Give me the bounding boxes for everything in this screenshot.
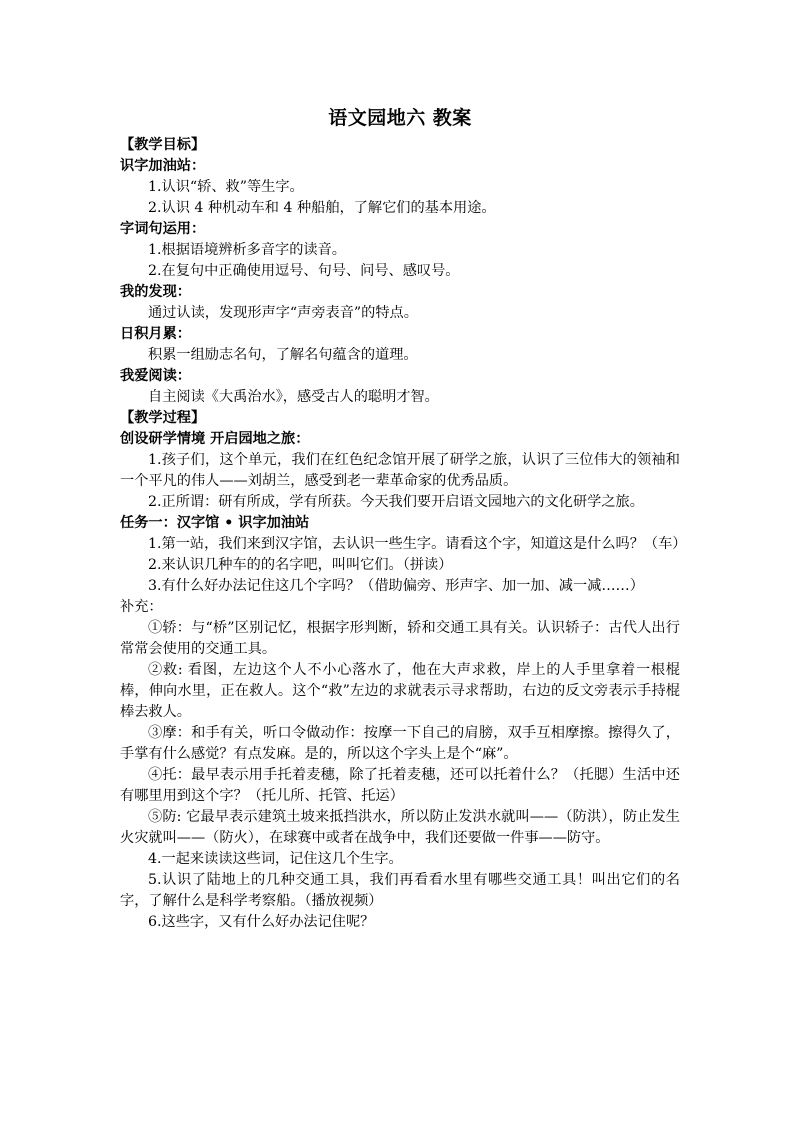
process-heading: 【教学过程】 (120, 410, 206, 426)
supplement-item-3: ③摩：和手有关，听口令做动作：按摩一下自己的肩膀，双手互相摩擦。擦得久了，手掌有什么感觉？有点发麻。是的，所以这个字头上是个“麻”。 (120, 725, 680, 762)
discovery-item-1: 通过认读，发现形声字“声旁表音”的特点。 (148, 305, 418, 321)
literacy-item-1: 1.认识“轿、救”等生字。 (148, 179, 304, 195)
daily-heading: 日积月累： (120, 326, 191, 342)
task1-heading: 任务一：汉字馆 • 识字加油站 (120, 515, 310, 531)
supplement-item-1: ①轿：与“桥”区别记忆，根据字形判断，轿和交通工具有关。认识轿子：古代人出行常常会使用的交通工具。 (120, 620, 680, 657)
scene-paragraph-1: 1.孩子们，这个单元，我们在红色纪念馆开展了研学之旅，认识了三位伟大的领袖和一个平凡的伟人——刘胡兰，感受到老一辈革命家的优秀品质。 (120, 452, 680, 489)
daily-item-1: 积累一组励志名句，了解名句蕴含的道理。 (148, 347, 418, 363)
supplement-item-4: ④托：最早表示用手托着麦穗，除了托着麦穗，还可以托着什么？（托腮）生活中还有哪里用到这个字？（托儿所、托管、托运） (120, 767, 680, 804)
supplement-label: 补充： (120, 599, 163, 615)
task1-paragraph-6: 6.这些字，又有什么好办法记住呢？ (148, 914, 375, 930)
reading-item-1: 自主阅读《大禹治水》，感受古人的聪明才智。 (148, 389, 439, 405)
goals-heading: 【教学目标】 (120, 137, 206, 153)
literacy-heading: 识字加油站： (120, 158, 206, 174)
task1-paragraph-2: 2.来认识几种车的的名字吧，叫叫它们。（拼读） (148, 557, 453, 573)
task1-paragraph-3: 3.有什么好办法记住这几个字吗？（借助偏旁、形声字、加一加、减一减……） (148, 578, 644, 594)
literacy-item-2: 2.认识 4 种机动车和 4 种船舶，了解它们的基本用途。 (148, 200, 496, 216)
scene-paragraph-2: 2.正所谓：研有所成，学有所获。今天我们要开启语文园地六的文化研学之旅。 (148, 494, 644, 510)
words-item-2: 2.在复句中正确使用逗号、句号、问号、感叹号。 (148, 263, 460, 279)
document-body (120, 104, 687, 933)
scene-heading: 创设研学情境 开启园地之旅： (120, 431, 310, 447)
words-heading: 字词句运用： (120, 221, 206, 237)
task1-paragraph-1: 1.第一站，我们来到汉字馆，去认识一些生字。请看这个字，知道这是什么吗？（车） (148, 536, 687, 552)
task1-paragraph-4: 4.一起来读读这些词，记住这几个生字。 (148, 851, 403, 867)
document-title: 语文园地六 教案 (328, 107, 472, 129)
words-item-1: 1.根据语境辨析多音字的读音。 (148, 242, 346, 258)
reading-heading: 我爱阅读： (120, 368, 191, 384)
task1-paragraph-5: 5.认识了陆地上的几种交通工具，我们再看看水里有哪些交通工具！叫出它们的名字，了解什么是科学考察船。（播放视频） (120, 872, 680, 909)
supplement-item-5: ⑤防: 它最早表示建筑土坡来抵挡洪水，所以防止发洪水就叫——（防洪），防止发生火灾就叫——（防火），在球赛中或者在战争中，我们还要做一件事——防守。 (120, 809, 680, 846)
discovery-heading: 我的发现： (120, 284, 191, 300)
supplement-item-2: ②救: 看图，左边这个人不小心落水了，他在大声求救，岸上的人手里拿着一根棍棒，伸向水里，正在救人。这个“救”左边的求就表示寻求帮助，右边的反文旁表示手持棍棒去救人。 (120, 662, 680, 720)
